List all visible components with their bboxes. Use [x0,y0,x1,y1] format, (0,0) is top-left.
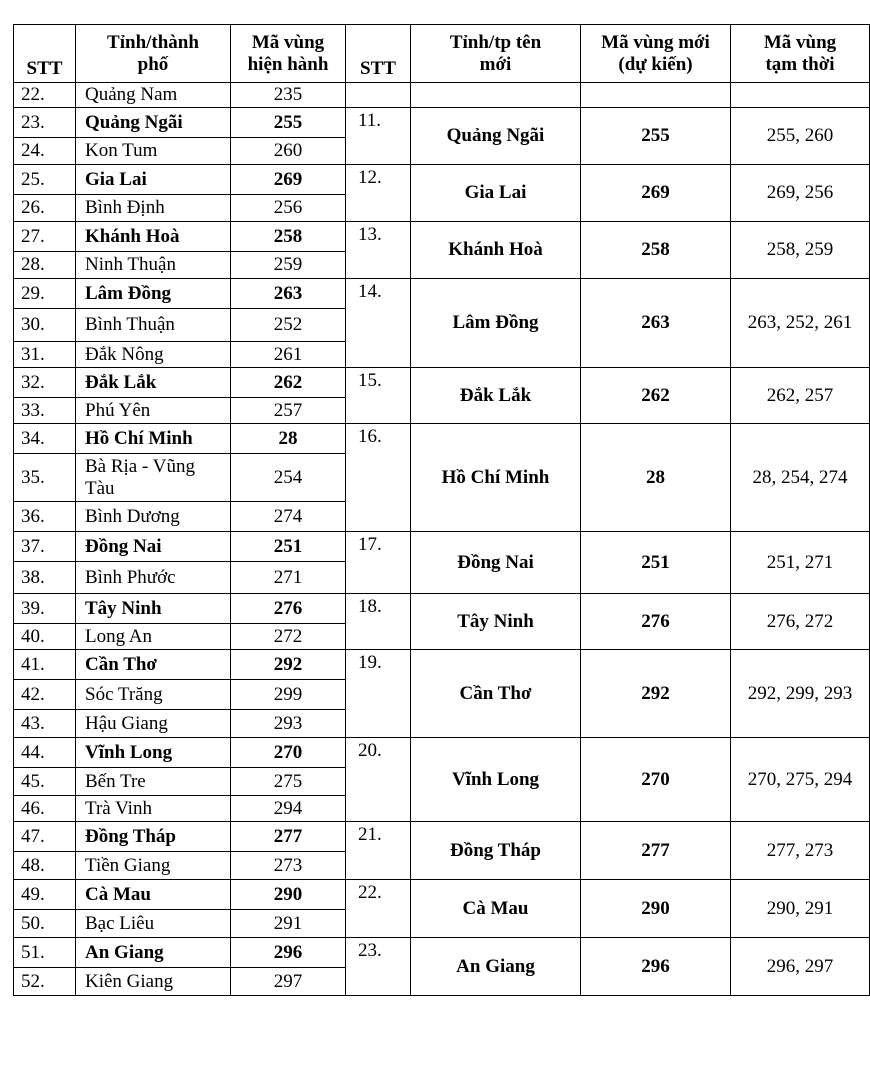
table-row [14,424,870,454]
row-province-name: Lâm Đồng [76,279,231,309]
group-new-code: 269 [581,165,731,222]
group-temp-codes: 292, 299, 293 [731,650,870,738]
group-new-name: Khánh Hoà [411,222,581,279]
header-current-code [231,25,346,83]
group-temp-codes: 255, 260 [731,108,870,165]
group-temp-codes: 269, 256 [731,165,870,222]
row-current-code: 292 [231,650,346,680]
row-stt: 49. [14,880,76,910]
row-province-name: Đồng Tháp [76,822,231,852]
row-province-name: Bà Rịa - Vũng Tàu [76,454,231,502]
row-province-name: An Giang [76,938,231,968]
group-new-name: Tây Ninh [411,594,581,650]
row-current-code: 274 [231,502,346,532]
header-new-code-line1: Mã vùng mới [601,31,710,53]
group-temp-codes: 296, 297 [731,938,870,996]
row-province-name: Trà Vinh [76,796,231,822]
group-stt: 20. [346,738,411,822]
group-stt: 19. [346,650,411,738]
row-stt: 44. [14,738,76,768]
group-stt: 12. [346,165,411,222]
row-province-name: Long An [76,624,231,650]
header-row [14,25,870,83]
row-province-name: Đắk Lắk [76,368,231,398]
group-temp-codes: 263, 252, 261 [731,279,870,368]
header-new-code-line2: (dự kiến) [618,53,693,75]
group-stt: 21. [346,822,411,880]
group-temp-codes: 258, 259 [731,222,870,279]
row-stt: 25. [14,165,76,195]
row-province-name: Gia Lai [76,165,231,195]
row-stt: 48. [14,852,76,880]
table-body [14,83,870,996]
header-stt: STT [14,25,76,83]
table-row [14,738,870,768]
row-stt: 33. [14,398,76,424]
group-new-code: 258 [581,222,731,279]
header-province-line1: Tỉnh/thành [107,31,199,53]
group-new-code: 292 [581,650,731,738]
row-province-name: Quảng Nam [76,83,231,108]
header-temp-code-line2: tạm thời [765,53,835,75]
group-new-code: 251 [581,532,731,594]
row-province-name: Ninh Thuận [76,252,231,279]
table-row [14,880,870,910]
header-new-name [411,25,581,83]
group-new-code: 270 [581,738,731,822]
group-stt: 13. [346,222,411,279]
row-current-code: 296 [231,938,346,968]
row-stt: 26. [14,195,76,222]
group-temp-codes: 251, 271 [731,532,870,594]
row-stt: 28. [14,252,76,279]
group-new-name: Đồng Nai [411,532,581,594]
group-new-code: 263 [581,279,731,368]
group-new-name: Hồ Chí Minh [411,424,581,532]
group-new-name: Vĩnh Long [411,738,581,822]
row-stt: 39. [14,594,76,624]
row-current-code: 299 [231,680,346,710]
header-province-line2: phố [137,53,169,75]
group-temp-codes: 290, 291 [731,880,870,938]
row-current-code: 291 [231,910,346,938]
row-province-name: Cà Mau [76,880,231,910]
row-stt: 50. [14,910,76,938]
row-current-code: 276 [231,594,346,624]
group-new-code: 296 [581,938,731,996]
row-stt: 37. [14,532,76,562]
group-new-code: 277 [581,822,731,880]
group-temp-codes: 276, 272 [731,594,870,650]
row-current-code: 293 [231,710,346,738]
row-stt: 45. [14,768,76,796]
group-stt: 17. [346,532,411,594]
row-current-code: 28 [231,424,346,454]
row-stt: 31. [14,342,76,368]
group-new-name: An Giang [411,938,581,996]
table-row [14,532,870,562]
row-province-name: Khánh Hoà [76,222,231,252]
row-province-name: Bình Phước [76,562,231,594]
group-stt: 23. [346,938,411,996]
empty-new-name [411,83,581,108]
row-stt: 42. [14,680,76,710]
row-stt: 47. [14,822,76,852]
row-province-name: Bến Tre [76,768,231,796]
group-new-name: Đồng Tháp [411,822,581,880]
row-stt: 30. [14,309,76,342]
table-row [14,279,870,309]
row-current-code: 294 [231,796,346,822]
group-new-code: 255 [581,108,731,165]
table-row [14,650,870,680]
group-stt: 15. [346,368,411,424]
row-current-code: 290 [231,880,346,910]
row-current-code: 251 [231,532,346,562]
row-current-code: 260 [231,138,346,165]
row-stt: 34. [14,424,76,454]
row-province-name: Đồng Nai [76,532,231,562]
group-stt: 14. [346,279,411,368]
row-current-code: 258 [231,222,346,252]
group-stt: 18. [346,594,411,650]
group-temp-codes: 28, 254, 274 [731,424,870,532]
row-province-name: Bình Định [76,195,231,222]
row-current-code: 297 [231,968,346,996]
row-stt: 23. [14,108,76,138]
province-merger-table [13,24,870,996]
row-stt: 46. [14,796,76,822]
row-current-code: 254 [231,454,346,502]
empty-new-code [581,83,731,108]
row-stt: 29. [14,279,76,309]
group-new-name: Đắk Lắk [411,368,581,424]
row-province-name: Cần Thơ [76,650,231,680]
row-province-name: Phú Yên [76,398,231,424]
header-temp-code [731,25,870,83]
header-province [76,25,231,83]
row-province-name: Vĩnh Long [76,738,231,768]
header-new-name-line2: mới [479,53,512,75]
group-temp-codes: 262, 257 [731,368,870,424]
row-stt: 36. [14,502,76,532]
row-current-code: 273 [231,852,346,880]
row-province-name: Hồ Chí Minh [76,424,231,454]
row-current-code: 256 [231,195,346,222]
group-stt: 16. [346,424,411,532]
group-new-name: Gia Lai [411,165,581,222]
row-province-name: Kon Tum [76,138,231,165]
row-stt: 43. [14,710,76,738]
header-current-code-line2: hiện hành [247,53,329,75]
header-new-stt: STT [346,25,411,83]
table-row [14,222,870,252]
row-stt: 52. [14,968,76,996]
row-current-code: 270 [231,738,346,768]
row-stt: 24. [14,138,76,165]
group-temp-codes: 270, 275, 294 [731,738,870,822]
row-province-name: Tây Ninh [76,594,231,624]
table-row [14,822,870,852]
table-row [14,108,870,138]
group-new-code: 262 [581,368,731,424]
row-province-name: Kiên Giang [76,968,231,996]
row-province-name: Bình Dương [76,502,231,532]
row-stt: 27. [14,222,76,252]
row-current-code: 269 [231,165,346,195]
row-current-code: 255 [231,108,346,138]
table-row [14,594,870,624]
group-temp-codes: 277, 273 [731,822,870,880]
empty-temp-code [731,83,870,108]
group-new-name: Quảng Ngãi [411,108,581,165]
group-stt: 22. [346,880,411,938]
row-current-code: 262 [231,368,346,398]
row-current-code: 235 [231,83,346,108]
row-current-code: 277 [231,822,346,852]
row-stt: 22. [14,83,76,108]
table-row [14,165,870,195]
row-current-code: 263 [231,279,346,309]
group-new-code: 276 [581,594,731,650]
row-stt: 38. [14,562,76,594]
row-current-code: 257 [231,398,346,424]
table-row [14,83,870,108]
table-row [14,368,870,398]
row-stt: 41. [14,650,76,680]
row-current-code: 272 [231,624,346,650]
group-new-name: Cần Thơ [411,650,581,738]
row-current-code: 259 [231,252,346,279]
group-stt: 11. [346,108,411,165]
group-new-code: 28 [581,424,731,532]
row-province-name: Sóc Trăng [76,680,231,710]
group-new-code: 290 [581,880,731,938]
row-province-name: Bình Thuận [76,309,231,342]
row-stt: 51. [14,938,76,968]
row-province-name: Tiền Giang [76,852,231,880]
header-new-name-line1: Tỉnh/tp tên [449,31,542,53]
row-current-code: 252 [231,309,346,342]
header-new-code [581,25,731,83]
row-province-name: Bạc Liêu [76,910,231,938]
group-new-name: Lâm Đồng [411,279,581,368]
row-province-name: Quảng Ngãi [76,108,231,138]
row-province-name: Hậu Giang [76,710,231,738]
table-row [14,938,870,968]
row-current-code: 275 [231,768,346,796]
empty-new-stt [346,83,411,108]
row-current-code: 261 [231,342,346,368]
row-stt: 32. [14,368,76,398]
row-province-name: Đắk Nông [76,342,231,368]
header-current-code-line1: Mã vùng [251,31,325,53]
row-stt: 35. [14,454,76,502]
header-temp-code-line1: Mã vùng [763,31,837,53]
row-current-code: 271 [231,562,346,594]
row-stt: 40. [14,624,76,650]
group-new-name: Cà Mau [411,880,581,938]
